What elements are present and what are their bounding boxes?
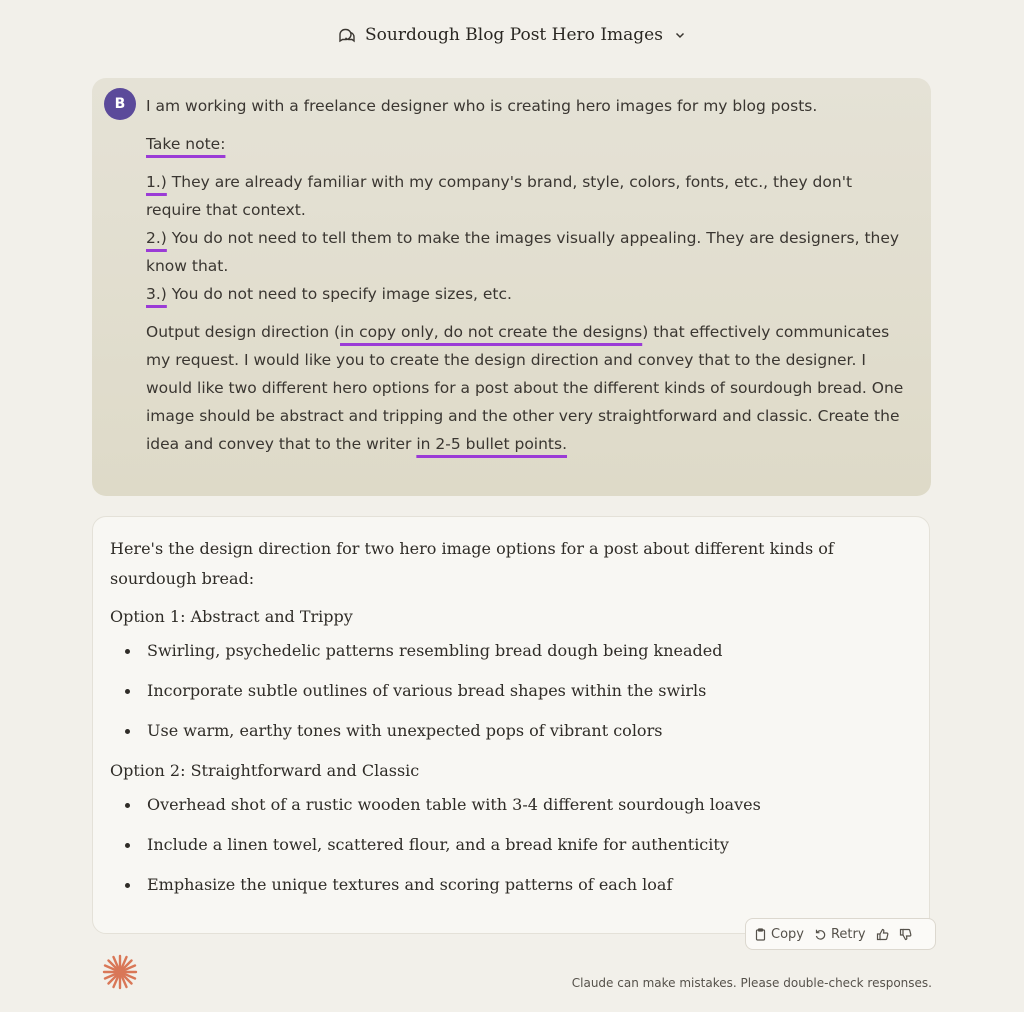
assistant-intro: Here's the design direction for two hero image options for a post about different kinds of sourdough bread: [110, 539, 834, 588]
note-point-2 [146, 224, 906, 280]
disclaimer-text: Claude can make mistakes. Please double-check responses. [571, 976, 932, 990]
assistant-message-text [110, 534, 890, 912]
output-request [146, 318, 906, 458]
point-2-text: You do not need to tell them to make the images visually appealing. They are designers, they know that. [146, 229, 900, 275]
note-point-3 [146, 280, 906, 308]
output-pre: Output design direction ( [146, 323, 341, 341]
list-item: Overhead shot of a rustic wooden table with 3-4 different sourdough loaves [110, 792, 890, 818]
thumbs-up-icon [876, 928, 889, 941]
thumbs-down-icon [899, 928, 912, 941]
list-item: Include a linen towel, scattered flour, and a bread knife for authenticity [110, 832, 890, 858]
option-2-heading: Option 2: Straightforward and Classic [110, 761, 420, 780]
user-intro: I am working with a freelance designer who is creating hero images for my blog posts. [146, 97, 818, 115]
retry-button[interactable] [814, 927, 866, 942]
chat-bubbles-icon [337, 25, 357, 45]
option-1-heading: Option 1: Abstract and Trippy [110, 607, 353, 626]
claude-logo-icon [100, 952, 140, 992]
list-item: Swirling, psychedelic patterns resembling bread dough being kneaded [110, 638, 890, 664]
list-item: Emphasize the unique textures and scoring patterns of each loaf [110, 872, 890, 898]
list-item: Use warm, earthy tones with unexpected pops of vibrant colors [110, 718, 890, 744]
point-2-number: 2.) [146, 229, 167, 247]
point-3-number: 3.) [146, 285, 167, 303]
option-2-list [110, 792, 890, 898]
note-point-1 [146, 168, 906, 224]
conversation-title-bar[interactable] [0, 20, 1024, 50]
point-1-number: 1.) [146, 173, 167, 191]
output-bullet-count: in 2-5 bullet points. [416, 435, 568, 453]
message-actions [745, 918, 936, 950]
thumbs-up-button[interactable] [876, 928, 889, 941]
copy-button[interactable] [754, 927, 804, 942]
retry-icon [814, 928, 827, 941]
output-mid: ) that effectively communicates my request. I would like you to create the design direction and convey that to the designer. I would like two different hero options for a post about the different kinds of sourdough bread. One image should be abstract and tripping and the other very straightforward and classic. Create the idea and convey that to the writer [146, 323, 904, 453]
point-3-text: You do not need to specify image sizes, etc. [166, 285, 512, 303]
chevron-down-icon[interactable] [673, 28, 687, 42]
option-1-list [110, 638, 890, 744]
thumbs-down-button[interactable] [899, 928, 912, 941]
copy-label: Copy [771, 926, 804, 942]
avatar: B [104, 88, 136, 120]
retry-label: Retry [830, 926, 866, 942]
point-1-text: They are already familiar with my company's brand, style, colors, fonts, etc., they don't require that context. [146, 173, 853, 219]
take-note-label: Take note: [146, 135, 226, 153]
output-copy-only: in copy only, do not create the designs [340, 323, 643, 341]
clipboard-icon [754, 928, 767, 941]
conversation-title[interactable]: Sourdough Blog Post Hero Images [365, 25, 663, 45]
user-message-text [146, 92, 906, 468]
list-item: Incorporate subtle outlines of various bread shapes within the swirls [110, 678, 890, 704]
